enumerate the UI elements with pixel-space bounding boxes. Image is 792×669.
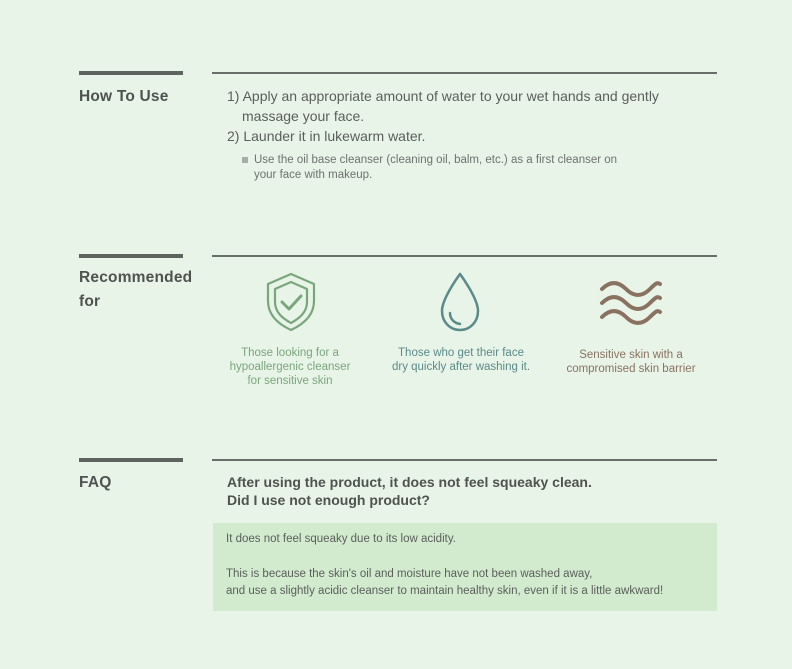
howto-section-bar <box>79 71 183 75</box>
howto-step-1-line-1: 1) Apply an appropriate amount of water to your wet hands and gently <box>227 88 659 104</box>
shield-check-icon <box>264 271 318 333</box>
recommended-section-bar <box>79 254 183 258</box>
faq-answer-line-2: This is because the skin's oil and moisture have not been washed away, <box>226 568 593 580</box>
note-bullet-icon <box>242 157 248 163</box>
faq-question-line-1: After using the product, it does not feel squeaky clean. <box>227 474 592 490</box>
faq-question <box>227 473 592 509</box>
recommended-item-3-line-2: compromised skin barrier <box>566 363 696 375</box>
recommended-item-2-line-1: Those who get their face <box>398 347 524 359</box>
water-drop-icon <box>438 271 482 333</box>
recommended-item-2 <box>376 346 546 374</box>
howto-steps <box>227 86 707 146</box>
howto-note-line-1: Use the oil base cleanser (cleaning oil, balm, etc.) as a first cleanser on <box>254 154 618 166</box>
faq-answer-line-3: and use a slightly acidic cleanser to maintain healthy skin, even if it is a little awkward! <box>226 585 664 597</box>
recommended-title <box>79 266 192 314</box>
waves-icon <box>598 280 664 326</box>
faq-section-bar <box>79 458 183 462</box>
howto-step-2: 2) Launder it in lukewarm water. <box>227 128 426 144</box>
recommended-title-line-1: Recommended <box>79 269 193 286</box>
recommended-title-line-2: for <box>79 293 101 310</box>
recommended-item-1-line-1: Those looking for a <box>241 347 339 359</box>
recommended-item-1-line-3: for sensitive skin <box>247 375 333 387</box>
recommended-item-1-line-2: hypoallergenic cleanser <box>229 361 351 373</box>
recommended-divider <box>212 255 717 257</box>
howto-note-line-2: your face with makeup. <box>254 169 373 181</box>
recommended-item-2-line-2: dry quickly after washing it. <box>391 361 531 373</box>
recommended-item-1 <box>205 346 375 388</box>
howto-note <box>242 153 662 183</box>
faq-answer-box <box>213 523 717 611</box>
faq-question-line-2: Did I use not enough product? <box>227 492 430 508</box>
howto-divider <box>212 72 717 74</box>
recommended-item-3 <box>546 348 716 376</box>
faq-answer-line-1: It does not feel squeaky due to its low acidity. <box>226 533 456 545</box>
howto-step-1-line-2: massage your face. <box>242 108 365 124</box>
faq-title: FAQ <box>79 474 112 491</box>
howto-title: How To Use <box>79 88 169 105</box>
recommended-item-3-line-1: Sensitive skin with a <box>579 349 683 361</box>
faq-divider <box>212 459 717 461</box>
